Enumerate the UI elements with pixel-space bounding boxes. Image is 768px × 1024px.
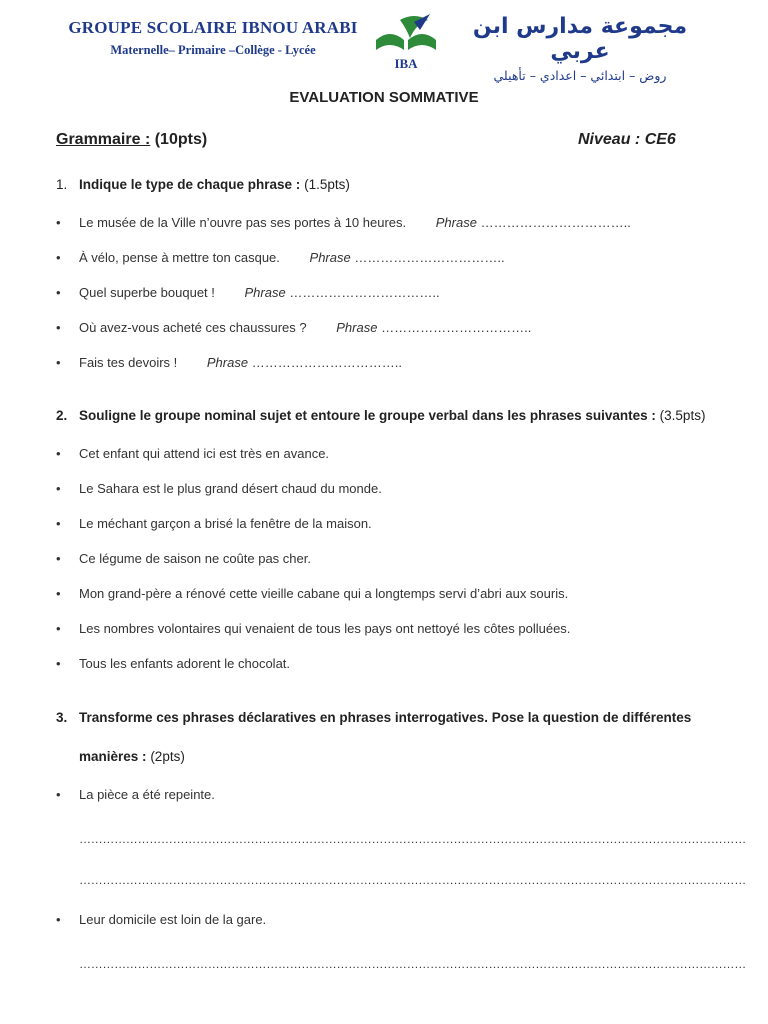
question-number: 2.	[56, 408, 68, 423]
list-item	[56, 320, 531, 335]
phrase-label: Phrase	[244, 285, 286, 300]
sentence: Le méchant garçon a brisé la fenêtre de la maison.	[79, 516, 372, 531]
school-levels-fr: Maternelle– Primaire –Collège - Lycée	[110, 43, 316, 57]
sentence: La pièce a été repeinte.	[79, 787, 215, 802]
bullet-icon: •	[56, 787, 61, 802]
school-name-fr	[68, 18, 358, 58]
list-item	[56, 215, 631, 230]
list-item	[56, 586, 568, 601]
sentence: Le musée de la Ville n’ouvre pas ses portes à 10 heures.	[79, 215, 407, 230]
sentence: À vélo, pense à mettre ton casque.	[79, 250, 280, 265]
phrase-label: Phrase	[336, 320, 378, 335]
bullet-icon: •	[56, 355, 61, 370]
list-item	[56, 621, 570, 636]
answer-line[interactable]: ………………………………………………………………………………………………………………………………………………………	[79, 873, 746, 887]
answer-line[interactable]: ………………………………………………………………………………………………………………………………………………………	[79, 832, 746, 846]
question-text: Souligne le groupe nominal sujet et entoure le groupe verbal dans les phrases suivantes :	[79, 408, 656, 423]
school-levels-ar: روض – ابتدائي – اعدادي – تأهيلي	[493, 68, 667, 83]
bullet-icon: •	[56, 215, 61, 230]
question-number: 1.	[56, 177, 68, 192]
question-text-cont: manières :	[79, 749, 147, 764]
list-item	[56, 656, 290, 671]
bullet-icon: •	[56, 912, 61, 927]
list-item	[56, 446, 329, 461]
phrase-label: Phrase	[309, 250, 351, 265]
school-title-ar: مجموعة مدارس ابن عربي	[472, 14, 688, 64]
bullet-icon: •	[56, 621, 61, 636]
sentence: Où avez-vous acheté ces chaussures ?	[79, 320, 307, 335]
question-2	[56, 408, 705, 423]
phrase-label: Phrase	[435, 215, 477, 230]
school-title-fr: GROUPE SCOLAIRE IBNOU ARABI	[68, 18, 358, 37]
bullet-icon: •	[56, 656, 61, 671]
question-number: 3.	[56, 710, 68, 725]
list-item	[56, 912, 266, 927]
question-1	[56, 177, 350, 192]
list-item	[56, 787, 215, 802]
answer-dots: ……………………………..	[289, 285, 440, 300]
phrase-label: Phrase	[206, 355, 249, 370]
bullet-icon: •	[56, 250, 61, 265]
answer-dots: ……………………………..	[354, 250, 505, 265]
school-name-ar	[448, 14, 712, 83]
question-text: Transforme ces phrases déclaratives en phrases interrogatives. Pose la question de différentes	[79, 710, 692, 725]
question-text: Indique le type de chaque phrase :	[79, 177, 301, 192]
list-item	[56, 285, 440, 300]
bullet-icon: •	[56, 551, 61, 566]
sentence: Tous les enfants adorent le chocolat.	[79, 656, 291, 671]
sentence: Ce légume de saison ne coûte pas cher.	[79, 551, 311, 566]
question-3	[56, 710, 691, 725]
sentence: Mon grand-père a rénové cette vieille cabane qui a longtemps servi d’abri aux souris.	[79, 586, 569, 601]
subject-heading	[56, 131, 207, 149]
sentence: Les nombres volontaires qui venaient de tous les pays ont nettoyé les côtes polluées.	[79, 621, 571, 636]
logo-text: IBA	[394, 56, 418, 71]
list-item	[56, 551, 311, 566]
list-item	[56, 250, 505, 265]
question-points: (3.5pts)	[659, 408, 706, 423]
page-title: EVALUATION SOMMATIVE	[289, 89, 479, 106]
bullet-icon: •	[56, 320, 61, 335]
answer-line[interactable]: ………………………………………………………………………………………………………………………………………………………	[79, 957, 746, 971]
question-3-continuation	[79, 749, 185, 764]
bullet-icon: •	[56, 481, 61, 496]
question-points: (1.5pts)	[304, 177, 350, 192]
answer-dots: ……………………………..	[480, 215, 631, 230]
sentence: Leur domicile est loin de la gare.	[79, 912, 267, 927]
list-item	[56, 481, 382, 496]
question-points: (2pts)	[150, 749, 185, 764]
school-logo	[370, 10, 442, 72]
bullet-icon: •	[56, 446, 61, 461]
sentence: Quel superbe bouquet !	[79, 285, 215, 300]
level-label: Niveau : CE6	[578, 131, 676, 148]
list-item	[56, 355, 402, 370]
bullet-icon: •	[56, 285, 61, 300]
bullet-icon: •	[56, 516, 61, 531]
subject-points: (10pts)	[154, 131, 208, 148]
sentence: Cet enfant qui attend ici est très en avance.	[79, 446, 330, 461]
sentence: Fais tes devoirs !	[79, 355, 178, 370]
answer-dots: ……………………………..	[381, 320, 532, 335]
sentence: Le Sahara est le plus grand désert chaud du monde.	[79, 481, 382, 496]
subject-label: Grammaire :	[56, 131, 151, 148]
bullet-icon: •	[56, 586, 61, 601]
list-item	[56, 516, 372, 531]
answer-dots: ……………………………..	[251, 355, 402, 370]
